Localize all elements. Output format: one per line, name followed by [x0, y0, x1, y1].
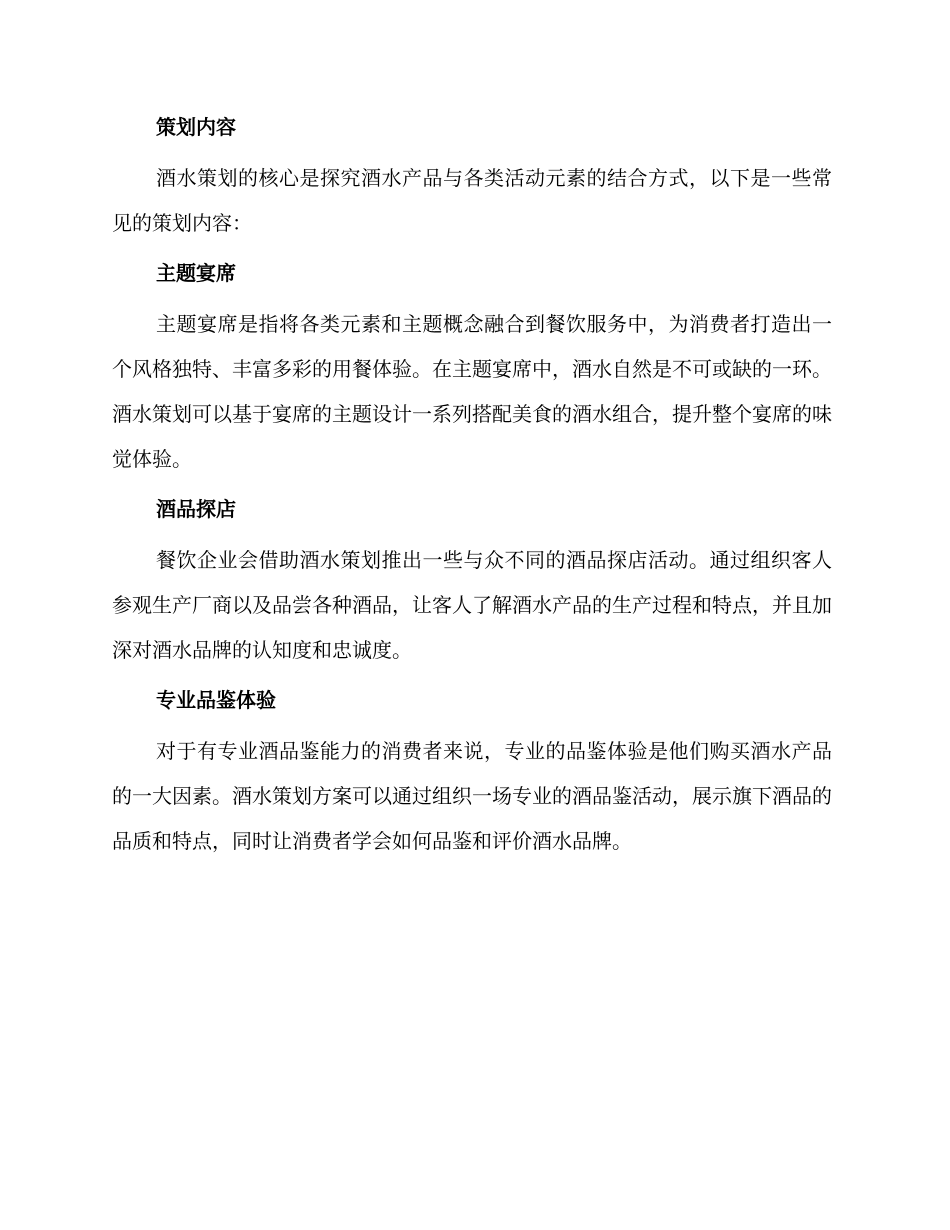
section-heading-plan-content: 策划内容	[156, 115, 236, 139]
section-heading-theme-banquet: 主题宴席	[156, 261, 236, 285]
section-heading-professional-tasting: 专业品鉴体验	[156, 688, 276, 712]
document-body	[112, 112, 832, 864]
section-heading-wine-store-visit: 酒品探店	[156, 497, 236, 521]
paragraph-plan-content: 酒水策划的核心是探究酒水产品与各类活动元素的结合方式，以下是一些常见的策划内容：	[112, 166, 832, 235]
paragraph-professional-tasting: 对于有专业酒品鉴能力的消费者来说，专业的品鉴体验是他们购买酒水产品的一大因素。酒水策划方案可以通过组织一场专业的酒品鉴活动，展示旗下酒品的品质和特点，同时让消费者学会如何品鉴和评价酒水品牌。	[112, 739, 832, 853]
paragraph-wine-store-visit: 餐饮企业会借助酒水策划推出一些与众不同的酒品探店活动。通过组织客人参观生产厂商以及品尝各种酒品，让客人了解酒水产品的生产过程和特点，并且加深对酒水品牌的认知度和忠诚度。	[112, 548, 832, 662]
paragraph-theme-banquet: 主题宴席是指将各类元素和主题概念融合到餐饮服务中，为消费者打造出一个风格独特、丰富多彩的用餐体验。在主题宴席中，酒水自然是不可或缺的一环。酒水策划可以基于宴席的主题设计一系列搭配美食的酒水组合，提升整个宴席的味觉体验。	[112, 312, 832, 471]
